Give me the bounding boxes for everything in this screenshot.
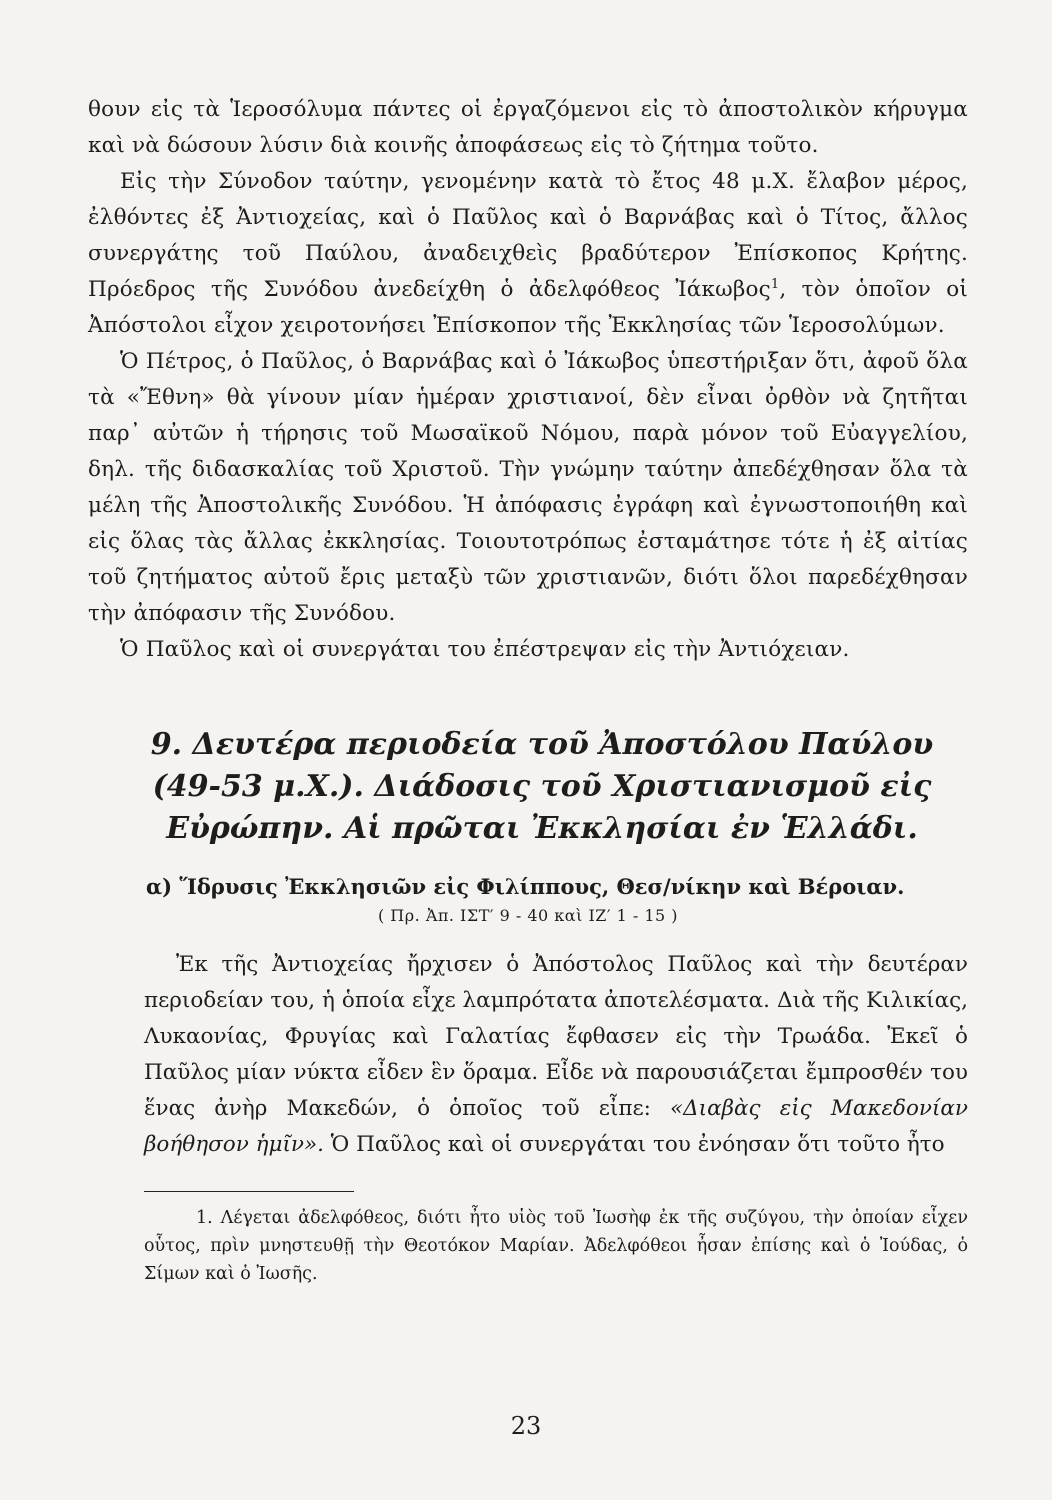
footnote-divider: [144, 1191, 354, 1192]
page-number: 23: [510, 1412, 542, 1440]
paragraph-second-journey-end: Ὁ Παῦλος καὶ οἱ συνεργάται του ἐνόησαν ὅτι τοῦτο ἦτο: [323, 1132, 945, 1157]
macedonian-quote: «Διαβὰς εἰς Μακεδονίαν βοήθησον ἡμῖν».: [144, 1096, 968, 1157]
section-subheading: α) Ἵδρυσις Ἐκκλησιῶν εἰς Φιλίππους, Θεσ/νίκην καὶ Βέροιαν.: [146, 874, 905, 899]
footnote: 1. Λέγεται ἀδελφόθεος, διότι ἦτο υἱὸς τοῦ Ἰωσὴφ ἐκ τῆς συζύγου, τὴν ὁποίαν εἶχεν οὗτος, πρὶν μνηστευθῇ τὴν Θεοτόκον Μαρίαν. Ἀδελφόθεοι ἦσαν ἐπίσης καὶ ὁ Ἰούδας, ὁ Σίμων καὶ ὁ Ἰωσῆς.: [144, 1208, 968, 1284]
main-text-bottom: [144, 947, 968, 1163]
paragraph-synod: [88, 164, 968, 344]
paragraph-decision: Ὁ Πέτρος, ὁ Παῦλος, ὁ Βαρνάβας καὶ ὁ Ἰάκωβος ὑπεστήριξαν ὅτι, ἀφοῦ ὅλα τὰ «Ἔθνη» θὰ γίνουν μίαν ἡμέραν χριστιανοί, δὲν εἶναι ὀρθὸν νὰ ζητῆται παρ᾽ αὐτῶν ἡ τήρησις τοῦ Μωσαϊκοῦ Νόμου, παρὰ μόνον τοῦ Εὐαγγελίου, δηλ. τῆς διδασκαλίας τοῦ Χριστοῦ. Τὴν γνώμην ταύτην ἀπεδέχθησαν ὅλα τὰ μέλη τῆς Ἀποστολικῆς Συνόδου. Ἡ ἀπόφασις ἐγράφη καὶ ἐγνωστοποιήθη καὶ εἰς ὅλας τὰς ἄλλας ἐκκλησίας. Τοιουτοτρόπως ἐσταμάτησε τότε ἡ ἐξ αἰτίας τοῦ ζητήματος αὐτοῦ ἔρις μεταξὺ τῶν χριστιανῶν, διότι ὅλοι παρεδέχθησαν τὴν ἀπόφασιν τῆς Συνόδου.: [88, 349, 968, 626]
paragraph-continuation: θουν εἰς τὰ Ἱεροσόλυμα πάντες οἱ ἐργαζόμενοι εἰς τὸ ἀποστολικὸν κήρυγμα καὶ νὰ δώσουν λύσιν διὰ κοινῆς ἀποφάσεως εἰς τὸ ζήτημα τοῦτο.: [88, 97, 968, 158]
paragraph-synod-text-end: , τὸν ὁποῖον οἱ Ἀπόστολοι εἶχον χειροτονήσει Ἐπίσκοπον τῆς Ἐκκλησίας τῶν Ἱεροσολύμων.: [88, 277, 968, 338]
paragraph-second-journey: [144, 947, 968, 1163]
scripture-reference: ( Πρ. Ἀπ. ΙΣΤ′ 9 - 40 καὶ ΙΖ′ 1 - 15 ): [377, 906, 679, 925]
footnote-marker: 1: [770, 276, 780, 292]
paragraph-return: Ὁ Παῦλος καὶ οἱ συνεργάται του ἐπέστρεψαν εἰς τὴν Ἀντιόχειαν.: [120, 637, 850, 662]
page-body: [88, 92, 968, 1288]
section-heading: 9. Δευτέρα περιοδεία τοῦ Ἀποστόλου Παύλου (49-53 μ.Χ.). Διάδοσις τοῦ Χριστιανισμοῦ εἰς Εὐρώπην. Αἱ πρῶται Ἐκκλησίαι ἐν Ἑλλάδι.: [150, 727, 934, 846]
main-text-top: [88, 92, 968, 668]
paragraph-synod-text: Εἰς τὴν Σύνοδον ταύτην, γενομένην κατὰ τὸ ἔτος 48 μ.Χ. ἔλαβον μέρος, ἐλθόντες ἐξ Ἀντιοχείας, καὶ ὁ Παῦλος καὶ ὁ Βαρνάβας καὶ ὁ Τίτος, ἄλλος συνεργάτης τοῦ Παύλου, ἀναδειχθεὶς βραδύτερον Ἐπίσκοπος Κρήτης. Πρόεδρος τῆς Συνόδου ἀνεδείχθη ὁ ἀδελφόθεος Ἰάκωβος: [88, 169, 968, 302]
paragraph-second-journey-text: Ἐκ τῆς Ἀντιοχείας ἤρχισεν ὁ Ἀπόστολος Παῦλος καὶ τὴν δευτέραν περιοδείαν του, ἡ ὁποία εἶχε λαμπρότατα ἀποτελέσματα. Διὰ τῆς Κιλικίας, Λυκαονίας, Φρυγίας καὶ Γαλατίας ἔφθασεν εἰς τὴν Τρωάδα. Ἐκεῖ ὁ Παῦλος μίαν νύκτα εἶδεν ἓν ὅραμα. Εἶδε νὰ παρουσιάζεται ἔμπροσθέν του ἕνας ἀνὴρ Μακεδών, ὁ ὁποῖος τοῦ εἶπε:: [144, 952, 968, 1121]
